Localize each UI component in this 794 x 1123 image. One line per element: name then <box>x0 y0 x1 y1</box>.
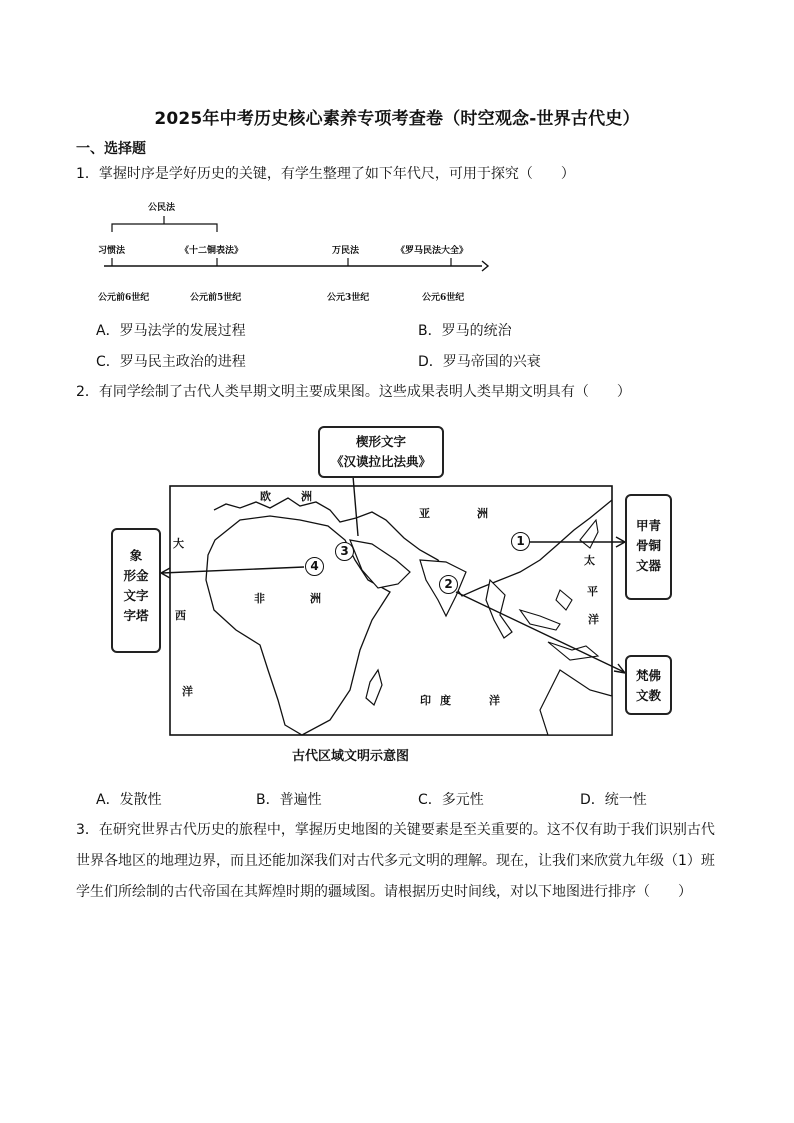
map-label: 太 <box>584 554 595 567</box>
box-line: 甲青 <box>635 518 661 533</box>
map-label: 大 <box>173 537 184 550</box>
box-line: 楔形文字 <box>355 434 406 449</box>
timeline-brace <box>112 224 217 232</box>
timeline-event: 习惯法 <box>98 246 126 256</box>
map-label: 洲 <box>301 490 312 503</box>
q2-option-b[interactable]: B．普遍性 <box>256 792 322 808</box>
timeline-date: 公元前6世纪 <box>98 293 150 303</box>
map-label: 洋 <box>588 613 599 626</box>
question-3-line: 3．在研究世界古代历史的旅程中，掌握历史地图的关键要素是至关重要的。这不仅有助于我们识别古代 <box>76 822 715 838</box>
map-caption: 古代区域文明示意图 <box>292 749 410 764</box>
map-label: 平 <box>587 585 598 598</box>
box-line: 文器 <box>635 558 661 573</box>
timeline-date: 公元6世纪 <box>422 293 465 303</box>
q1-option-b[interactable]: B．罗马的统治 <box>418 323 512 339</box>
section-heading: 一、选择题 <box>76 141 146 157</box>
timeline-date: 公元前5世纪 <box>190 293 242 303</box>
timeline-event: 《十二铜表法》 <box>180 246 244 256</box>
box-line: 象 <box>129 548 143 563</box>
box-mesopotamia <box>318 426 444 478</box>
marker-2: 2 <box>439 575 458 594</box>
page-title: 2025年中考历史核心素养专项考查卷（时空观念-世界古代史） <box>154 109 640 129</box>
box-line: 形金 <box>123 568 149 583</box>
q2-option-c[interactable]: C．多元性 <box>418 792 484 808</box>
question-3-line: 学生们所绘制的古代帝国在其辉煌时期的疆域图。请根据历史时间线，对以下地图进行排序（ ） <box>76 884 692 900</box>
q2-option-a[interactable]: A．发散性 <box>96 792 162 808</box>
q1-option-a[interactable]: A．罗马法学的发展过程 <box>96 323 246 339</box>
map-label: 洋 <box>489 694 500 707</box>
timeline-arrow <box>482 261 488 271</box>
map-label: 非 <box>254 592 265 605</box>
box-line: 字塔 <box>123 608 149 623</box>
map-label: 欧 <box>260 490 271 503</box>
timeline-event: 万民法 <box>332 246 360 256</box>
q1-option-d[interactable]: D．罗马帝国的兴衰 <box>418 354 541 370</box>
marker-1: 1 <box>511 532 530 551</box>
box-line: 《汉谟拉比法典》 <box>330 454 431 469</box>
map-label: 亚 <box>419 507 430 520</box>
box-line: 骨铜 <box>635 538 661 553</box>
marker-4: 4 <box>305 557 324 576</box>
q1-option-c[interactable]: C．罗马民主政治的进程 <box>96 354 246 370</box>
map-label: 印 <box>420 694 431 707</box>
timeline-brace-label: 公民法 <box>148 203 176 213</box>
question-2-stem: 2．有同学绘制了古代人类早期文明主要成果图。这些成果表明人类早期文明具有（ ） <box>76 384 631 400</box>
question-1-stem: 1．掌握时序是学好历史的关键，有学生整理了如下年代尺，可用于探究（ ） <box>76 166 575 182</box>
map-label: 洋 <box>182 685 193 698</box>
box-egypt <box>111 528 161 653</box>
box-india <box>625 655 672 715</box>
timeline-event: 《罗马民法大全》 <box>396 246 469 256</box>
question-3-line: 世界各地区的地理边界，而且还能加深我们对古代多元文明的理解。现在，让我们来欣赏九年级（1）班 <box>76 853 715 869</box>
marker-3: 3 <box>335 542 354 561</box>
map-label: 洲 <box>477 507 488 520</box>
q2-option-d[interactable]: D．统一性 <box>580 792 647 808</box>
timeline-date: 公元3世纪 <box>327 293 370 303</box>
box-line: 梵佛 <box>635 668 661 683</box>
box-line: 文教 <box>635 688 661 703</box>
box-china <box>625 494 672 600</box>
map-label: 度 <box>440 694 451 707</box>
map-label: 西 <box>175 609 186 622</box>
map-label: 洲 <box>310 592 321 605</box>
box-line: 文字 <box>123 588 149 603</box>
